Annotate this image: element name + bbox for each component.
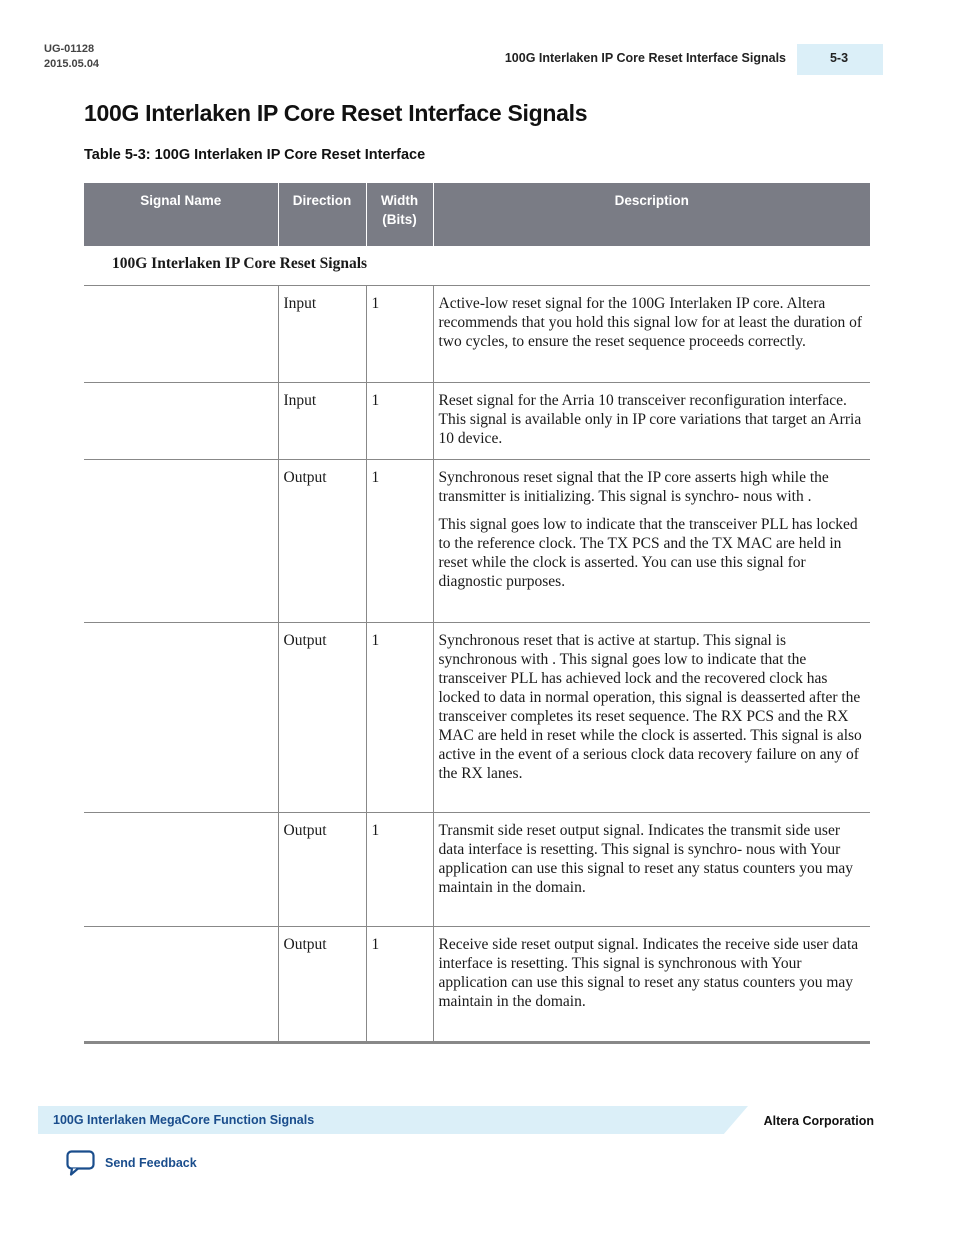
table-header-row bbox=[84, 183, 870, 246]
table-row bbox=[84, 460, 870, 623]
description-paragraph: Reset signal for the Arria 10 transceiver reconfiguration interface. This signal is available only in IP core variations that target an Arria 10 device. bbox=[438, 392, 862, 447]
table-row bbox=[84, 927, 870, 1043]
width-cell: 1 bbox=[366, 623, 433, 813]
description-cell bbox=[433, 383, 870, 460]
description-cell bbox=[433, 927, 870, 1043]
width-cell: 1 bbox=[366, 286, 433, 383]
signal-name-cell bbox=[84, 927, 278, 1043]
group-label: 100G Interlaken IP Core Reset Signals bbox=[112, 255, 368, 272]
send-feedback-link[interactable] bbox=[66, 1150, 197, 1176]
direction-cell: Output bbox=[278, 813, 366, 927]
width-cell: 1 bbox=[366, 460, 433, 623]
reset-signals-table bbox=[84, 183, 870, 1044]
table-row bbox=[84, 286, 870, 383]
table-row bbox=[84, 623, 870, 813]
document-date: 2015.05.04 bbox=[44, 58, 100, 70]
signal-name-cell bbox=[84, 813, 278, 927]
direction-cell: Input bbox=[278, 286, 366, 383]
table-row bbox=[84, 813, 870, 927]
description-paragraph: Synchronous reset signal that the IP core asserts high while the transmitter is initializing. This signal is synchro- nous with . bbox=[438, 469, 829, 505]
direction-cell: Output bbox=[278, 927, 366, 1043]
table-row bbox=[84, 383, 870, 460]
section-title: 100G Interlaken IP Core Reset Interface Signals bbox=[84, 100, 588, 126]
page-number-tab bbox=[797, 44, 883, 75]
column-header-direction: Direction bbox=[278, 183, 366, 246]
width-cell: 1 bbox=[366, 813, 433, 927]
send-feedback-label: Send Feedback bbox=[105, 1156, 197, 1170]
description-paragraph: Receive side reset output signal. Indicates the receive side user data interface is resetting. This signal is synchronous with Your application can use this signal to reset any status counters you may maintain in the domain. bbox=[438, 936, 859, 1010]
running-header-title: 100G Interlaken IP Core Reset Interface Signals bbox=[504, 51, 786, 65]
footer-chapter-link[interactable]: 100G Interlaken MegaCore Function Signals bbox=[53, 1113, 315, 1127]
direction-cell: Input bbox=[278, 383, 366, 460]
column-header-width bbox=[366, 183, 433, 246]
table-caption: Table 5-3: 100G Interlaken IP Core Reset Interface bbox=[84, 147, 426, 163]
description-paragraph: Active-low reset signal for the 100G Interlaken IP core. Altera recommends that you hold this signal low for at least the duration of two cycles, to ensure the reset sequence proceeds correctly. bbox=[438, 295, 863, 350]
direction-cell: Output bbox=[278, 460, 366, 623]
width-cell: 1 bbox=[366, 383, 433, 460]
column-header-signal-name: Signal Name bbox=[84, 183, 278, 246]
feedback-bubble-icon bbox=[66, 1150, 96, 1176]
page-number: 5-3 bbox=[829, 51, 849, 65]
document-id: UG-01128 bbox=[44, 43, 95, 55]
description-paragraph: Transmit side reset output signal. Indicates the transmit side user data interface is resetting. This signal is synchro- nous with Your application can use this signal to reset any status counters you may maintain in the domain. bbox=[438, 822, 854, 896]
description-cell bbox=[433, 460, 870, 623]
width-header-line2: (Bits) bbox=[382, 212, 417, 227]
table-group-row bbox=[84, 246, 870, 286]
signal-name-cell bbox=[84, 286, 278, 383]
width-header-line1: Width bbox=[380, 193, 419, 208]
description-cell bbox=[433, 286, 870, 383]
width-cell: 1 bbox=[366, 927, 433, 1043]
direction-cell: Output bbox=[278, 623, 366, 813]
signal-name-cell bbox=[84, 623, 278, 813]
signal-name-cell bbox=[84, 383, 278, 460]
document-id-block bbox=[44, 42, 99, 72]
description-paragraph: This signal goes low to indicate that the transceiver PLL has locked to the reference clock. The TX PCS and the TX MAC are held in reset while the clock is asserted. You can use this signal for diagnostic purposes. bbox=[438, 516, 858, 590]
signal-name-cell bbox=[84, 460, 278, 623]
footer-company: Altera Corporation bbox=[763, 1114, 874, 1128]
column-header-description: Description bbox=[433, 183, 870, 246]
description-cell bbox=[433, 623, 870, 813]
description-cell bbox=[433, 813, 870, 927]
description-paragraph: Synchronous reset that is active at startup. This signal is synchronous with . This signal goes low to indicate that the transceiver PLL has achieved lock and the recovered clock has locked to data in normal operation, this signal is deasserted after the transceiver completes its reset sequence. The RX PCS and the RX MAC are held in reset while the clock is asserted. This signal is also active in the event of a serious clock data recovery failure on any of the RX lanes. bbox=[438, 632, 862, 782]
